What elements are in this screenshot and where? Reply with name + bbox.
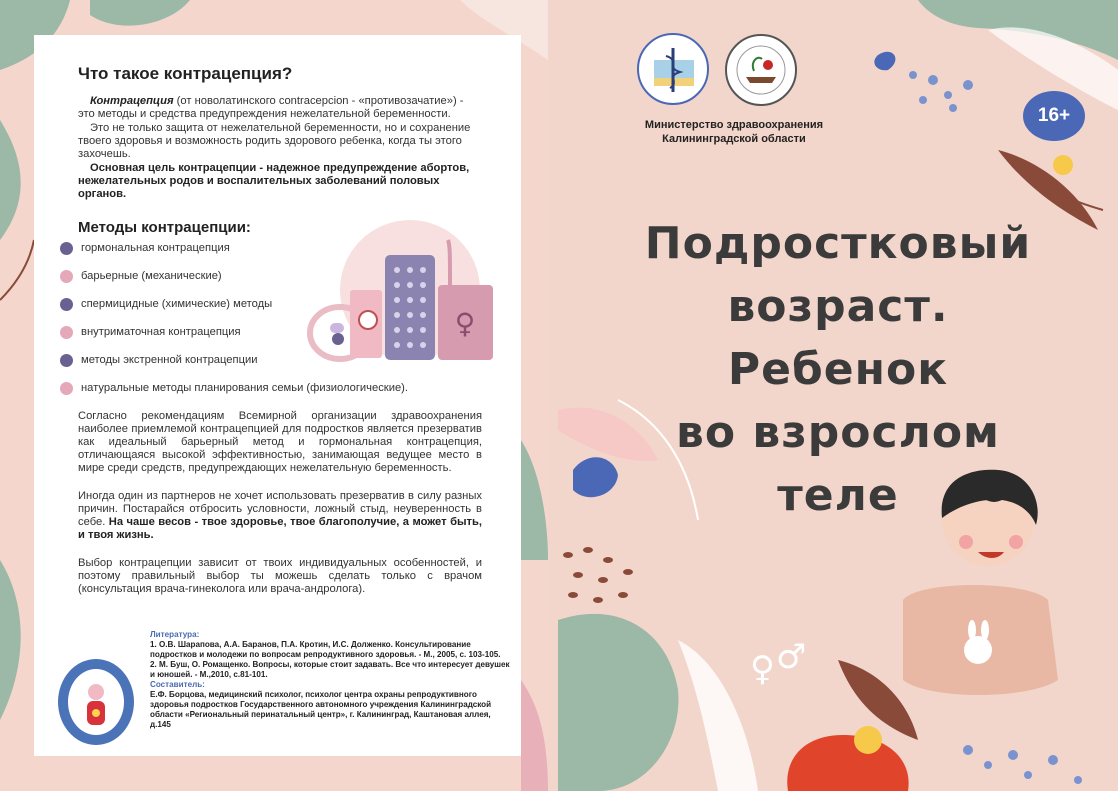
leaf-shape (678, 640, 758, 791)
flower-yellow (1053, 155, 1073, 175)
leaf-shape (558, 614, 678, 791)
bunny-ear (981, 620, 989, 640)
compiler-heading: Составитель: (150, 680, 205, 689)
intro-paragraph-2: Это не только защита от нежелательной беременности, но и сохранение твоего здоровья и возможность родить здорового ребенка, когда ты этого захочешь. (78, 122, 471, 160)
bullet-dot (60, 382, 73, 395)
literature-heading: Литература: (150, 630, 200, 639)
blob-red (787, 735, 908, 791)
dots (963, 745, 1082, 784)
leaf-shape-right (521, 440, 548, 560)
partner-text: Иногда один из партнеров не хочет использовать презерватив в силу разных причин. Постарайся отбросить условности, ложный стыд, неуверенность в себе. (78, 490, 482, 528)
partner-bold-text: На чаше весов - твое здоровье, твое благополучие, а может быть, и твоя жизнь. (78, 516, 482, 541)
method-label: внутриматочная контрацепция (81, 326, 241, 338)
region-seal (56, 657, 136, 747)
partner-paragraph (78, 490, 482, 542)
title-line: теле (777, 470, 899, 521)
contraceptives-illustration (300, 215, 500, 365)
leaf-shape-bottomright (521, 680, 548, 791)
bullet-dot (60, 354, 73, 367)
ministry-logo-1 (636, 32, 711, 107)
bullet-dot (60, 242, 73, 255)
title-line: Подростковый (644, 218, 1032, 269)
title-line: Ребенок (727, 344, 949, 395)
method-label: гормональная контрацепция (81, 242, 230, 254)
leaf-shape-left (0, 120, 21, 240)
blob-shape (573, 457, 618, 497)
method-item (60, 324, 241, 340)
title-line: во взрослом (675, 407, 1001, 458)
seal-figure-head (88, 684, 104, 700)
female-symbol-icon: ♀ (750, 649, 775, 689)
literature-item: 2. М. Буш, О. Ромащенко. Вопросы, которые стоит задавать. Все что интересует девушек и юношей. - М.,2010, с.81-101. (150, 660, 510, 679)
branch-left (0, 240, 34, 300)
method-item (60, 352, 257, 368)
literature-item: 1. О.В. Шарапова, А.А. Баранов, П.А. Кротин, И.С. Долженко. Консультирование подростков и молодежи по вопросам репродуктивного здоровья. - М., 2005, с. 103-105. (150, 640, 501, 659)
logo-cross (763, 60, 773, 70)
section-heading-contraception: Что такое контрацепция? (78, 64, 293, 83)
title-line: возраст. (727, 281, 949, 332)
leaf-shape-top (90, 0, 190, 26)
ministry-line-2: Калининградской области (662, 133, 806, 145)
methods-heading: Методы контрацепции: (78, 219, 251, 236)
cheek (959, 535, 973, 549)
method-label: методы экстренной контрацепции (81, 354, 258, 366)
method-item (60, 268, 222, 284)
dots-brown (563, 547, 633, 603)
method-label: барьерные (механические) (81, 270, 222, 282)
female-symbol-icon: ♀ (454, 307, 476, 340)
intro-paragraph (78, 95, 482, 121)
bullet-dot (60, 270, 73, 283)
cover-page (558, 0, 1118, 791)
intro-text: (от новолатинского contracepcion - «противозачатие») - это методы и средства предупреждения нежелательной беременности. (78, 95, 464, 120)
method-item (60, 380, 408, 396)
bullet-dot (60, 298, 73, 311)
choice-paragraph: Выбор контрацепции зависит от твоих индивидуальных особенностей, и поэтому правильный выбор ты можешь сделать только с врачом (консультация врача-гинеколога или врача-андролога). (78, 557, 482, 595)
goal-paragraph: Основная цель контрацепции - надежное предупреждение абортов, нежелательных родов и воспалительных заболеваний половых органов. (78, 162, 470, 200)
compiler-text: Е.Ф. Борцова, медицинский психолог, психолог центра охраны репродуктивного здоровья подростков Государственного автономного учреждения Калининградской области «Региональный перинатальный центр», г. Калининград, Каштановая аллея, д.145 (150, 690, 492, 729)
leaf-shape-bottomleft (0, 560, 21, 720)
bunny-face (964, 636, 992, 664)
bullet-dot (60, 326, 73, 339)
capsule-icon (330, 323, 344, 333)
method-label: спермицидные (химические) методы (81, 298, 273, 310)
literature-block (150, 630, 510, 730)
blob-shape (874, 52, 895, 71)
no-symbol-icon (359, 311, 377, 329)
flower-yellow (854, 726, 882, 754)
seal-child (92, 709, 100, 717)
dots (909, 71, 973, 112)
ministry-logo-2 (724, 33, 798, 107)
male-symbol-icon: ♂ (776, 637, 807, 677)
method-label: натуральные методы планирования семьи (физиологические). (81, 382, 409, 394)
bunny-ear (968, 620, 976, 640)
intro-term: Контрацепция (90, 95, 174, 107)
pill-icon (332, 333, 344, 345)
ministry-line-1: Министерство здравоохранения (644, 119, 824, 131)
cheek (1009, 535, 1023, 549)
method-item (60, 296, 272, 312)
iud-icon (448, 240, 450, 285)
logo-book (746, 77, 776, 83)
who-paragraph: Согласно рекомендациям Всемирной организации здравоохранения наиболее приемлемой контрацепцией для подростков является презерватив как идеальный барьерный метод и гормональная контрацепция, отличающаяся высокой эффективностью, занимающая ведущее место в мире среди средств, предупреждающих нежелательную беременность. (78, 410, 482, 474)
cover-title (633, 212, 1043, 527)
ministry-caption (634, 118, 834, 146)
method-item (60, 240, 230, 256)
age-rating-badge: 16+ (1023, 91, 1085, 141)
